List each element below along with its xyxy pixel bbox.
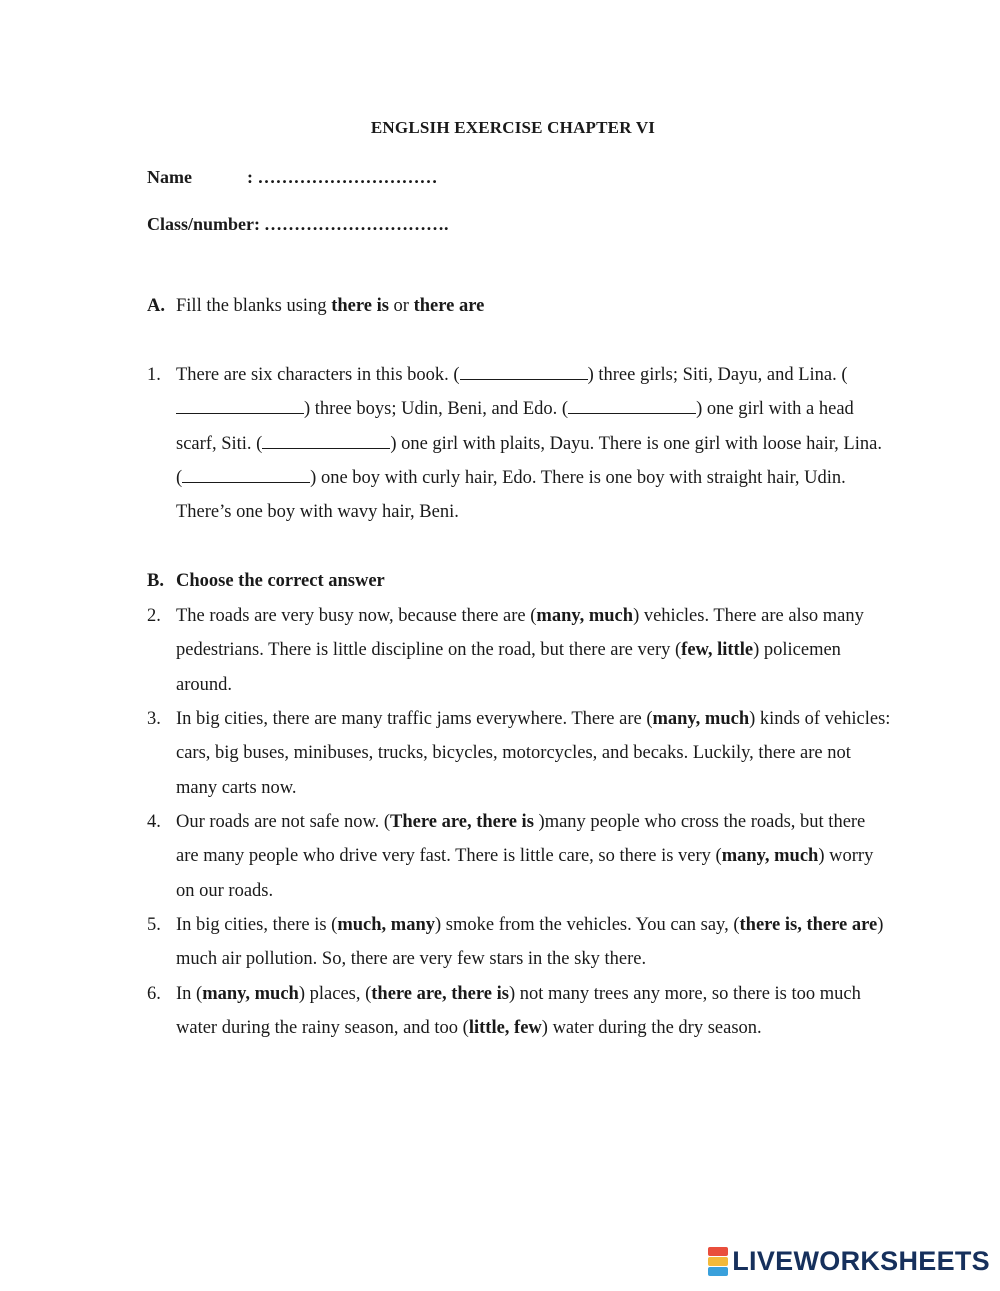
- section-a-heading: [147, 296, 484, 317]
- question-text: [176, 977, 892, 1046]
- choice-option[interactable]: many, much: [536, 606, 634, 626]
- section-b-text: Choose the correct answer: [176, 571, 385, 591]
- name-field: [147, 167, 438, 188]
- q3-text-1: In big cities, there are many traffic jams everywhere. There are (: [176, 709, 653, 729]
- question-1: [147, 358, 892, 529]
- q6-text-3: ) not many trees any more, so there is too much water during the rainy season, and too (: [176, 984, 861, 1039]
- question-number: 5.: [147, 915, 161, 935]
- name-label: Name: [147, 167, 192, 187]
- q1-text-4: ) one girl with a head scarf, Siti. (: [176, 399, 854, 454]
- badge-stripe: [708, 1267, 728, 1276]
- choice-option[interactable]: many, much: [721, 846, 819, 867]
- answer-blank-3[interactable]: [568, 397, 696, 414]
- live-badge-icon: [708, 1247, 728, 1277]
- question-text: [176, 358, 892, 529]
- question-3: [147, 702, 892, 805]
- page-title: ENGLSIH EXERCISE CHAPTER VI: [370, 118, 656, 137]
- logo-text: LIVEWORKSHEETS: [732, 1246, 990, 1276]
- answer-blank-1[interactable]: [460, 363, 588, 380]
- q4-text-2: )many people who cross the roads, but there are many people who drive very fast. There is little care, so there is very (: [176, 812, 866, 867]
- q6-text-1: In (: [176, 984, 203, 1004]
- section-a-text-2: or: [388, 296, 414, 316]
- section-a-bold-2: there are: [413, 296, 485, 316]
- class-number-field: [147, 214, 449, 235]
- answer-blank-2[interactable]: [176, 397, 304, 414]
- question-text: [176, 908, 892, 977]
- q6-text-2: ) places, (: [298, 984, 372, 1004]
- q3-text-2: ) kinds of vehicles: cars, big buses, minibuses, trucks, bicycles, motorcycles, and becaks. Luckily, there are not many carts now.: [176, 709, 891, 798]
- question-text: [176, 805, 892, 908]
- choice-option[interactable]: many, much: [202, 984, 299, 1004]
- question-text: [176, 599, 892, 702]
- choice-option[interactable]: much, many: [337, 915, 435, 935]
- question-number: 2.: [147, 606, 161, 626]
- liveworksheets-logo: [708, 1246, 990, 1277]
- q2-text-3: ) policemen around.: [176, 640, 841, 695]
- q1-text-6: ) one boy with curly hair, Edo. There is one boy with straight hair, Udin. There’s one boy with wavy hair, Beni.: [176, 467, 846, 523]
- section-b-mark: B.: [147, 571, 164, 591]
- section-a-text-1: Fill the blanks using: [176, 296, 332, 316]
- section-a-mark: A.: [147, 296, 165, 316]
- question-number: 4.: [147, 812, 161, 832]
- choice-option[interactable]: little, few: [468, 1018, 542, 1039]
- q5-text-3: ) much air pollution. So, there are very few stars in the sky there.: [176, 915, 884, 970]
- q1-text-3: ) three boys; Udin, Beni, and Edo. (: [304, 399, 569, 420]
- q1-text-5: ) one girl with plaits, Dayu. There is one girl with loose hair, Lina. (: [176, 433, 882, 488]
- q5-text-1: In big cities, there is (: [176, 915, 338, 935]
- badge-stripe: [708, 1247, 728, 1256]
- choice-option[interactable]: few, little: [681, 640, 754, 661]
- q2-text-2: ) vehicles. There are also many pedestrians. There is little discipline on the road, but there are very (: [176, 606, 864, 661]
- q6-text-4: ) water during the dry season.: [541, 1018, 762, 1039]
- q4-text-3: ) worry on our roads.: [176, 846, 874, 901]
- question-text: [176, 702, 892, 805]
- q1-text-2: ) three girls; Siti, Dayu, and Lina. (: [587, 365, 848, 385]
- class-number-label: Class/number:: [147, 214, 261, 234]
- question-number: 6.: [147, 984, 161, 1004]
- q1-text-1: There are six characters in this book. (: [176, 365, 460, 385]
- choice-option[interactable]: there is, there are: [739, 915, 878, 935]
- question-6: [147, 977, 892, 1046]
- section-a-bold-1: there is: [331, 296, 389, 316]
- answer-blank-5[interactable]: [182, 466, 310, 483]
- question-5: [147, 908, 892, 977]
- q2-text-1: The roads are very busy now, because there are (: [176, 606, 537, 626]
- choice-option[interactable]: there are, there is: [371, 984, 509, 1004]
- choice-option[interactable]: many, much: [652, 709, 750, 729]
- answer-blank-4[interactable]: [262, 432, 390, 449]
- class-number-value: ………………………….: [264, 214, 449, 234]
- question-number: 1.: [147, 365, 161, 385]
- question-number: 3.: [147, 709, 161, 729]
- q5-text-2: ) smoke from the vehicles. You can say, (: [434, 915, 740, 935]
- name-value: : …………………………: [247, 167, 438, 187]
- section-b-heading: [147, 571, 385, 592]
- question-2: [147, 599, 892, 702]
- question-4: [147, 805, 892, 908]
- badge-stripe: [708, 1257, 728, 1266]
- q4-text-1: Our roads are not safe now. (: [176, 812, 391, 832]
- choice-option[interactable]: There are, there is: [390, 812, 539, 832]
